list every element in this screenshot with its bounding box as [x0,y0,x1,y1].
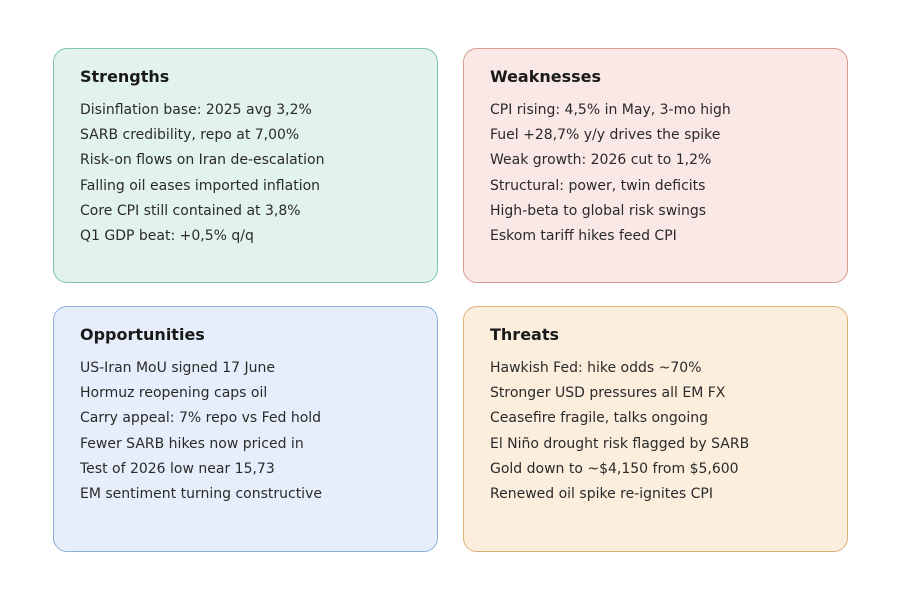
opportunities-quadrant [53,306,438,552]
opportunities-item: Test of 2026 low near 15,73 [80,460,275,477]
threats-title: Threats [490,325,560,344]
weaknesses-title: Weaknesses [490,67,602,86]
weaknesses-item: Fuel +28,7% y/y drives the spike [490,127,721,144]
strengths-item: Core CPI still contained at 3,8% [80,202,301,219]
weaknesses-quadrant [463,48,848,283]
opportunities-item: Hormuz reopening caps oil [80,385,268,402]
strengths-title: Strengths [80,67,170,86]
strengths-item: SARB credibility, repo at 7,00% [80,127,300,144]
weaknesses-item: Weak growth: 2026 cut to 1,2% [490,152,712,169]
opportunities-item: Carry appeal: 7% repo vs Fed hold [80,410,322,427]
weaknesses-list [490,98,821,249]
strengths-item: Risk-on flows on Iran de-escalation [80,152,325,169]
strengths-quadrant [53,48,438,283]
threats-item: Hawkish Fed: hike odds ~70% [490,360,702,376]
strengths-item: Disinflation base: 2025 avg 3,2% [80,102,312,118]
opportunities-item: EM sentiment turning constructive [80,486,322,503]
threats-item: Ceasefire fragile, talks ongoing [490,410,708,427]
strengths-item: Falling oil eases imported inflation [80,177,321,194]
opportunities-item: Fewer SARB hikes now priced in [80,435,304,452]
threats-item: Renewed oil spike re-ignites CPI [490,486,713,503]
threats-item: El Niño drought risk flagged by SARB [490,435,750,452]
strengths-list [80,98,411,249]
weaknesses-item: Eskom tariff hikes feed CPI [490,228,677,245]
weaknesses-item: Structural: power, twin deficits [490,177,706,194]
weaknesses-item: High-beta to global risk swings [490,202,707,219]
threats-list [490,356,821,507]
opportunities-item: US-Iran MoU signed 17 June [80,360,275,376]
threats-quadrant [463,306,848,552]
opportunities-list [80,356,411,507]
weaknesses-item: CPI rising: 4,5% in May, 3-mo high [490,102,731,118]
threats-item: Gold down to ~$4,150 from $5,600 [490,460,739,477]
threats-item: Stronger USD pressures all EM FX [490,385,726,402]
opportunities-title: Opportunities [80,325,205,344]
strengths-item: Q1 GDP beat: +0,5% q/q [80,228,254,245]
